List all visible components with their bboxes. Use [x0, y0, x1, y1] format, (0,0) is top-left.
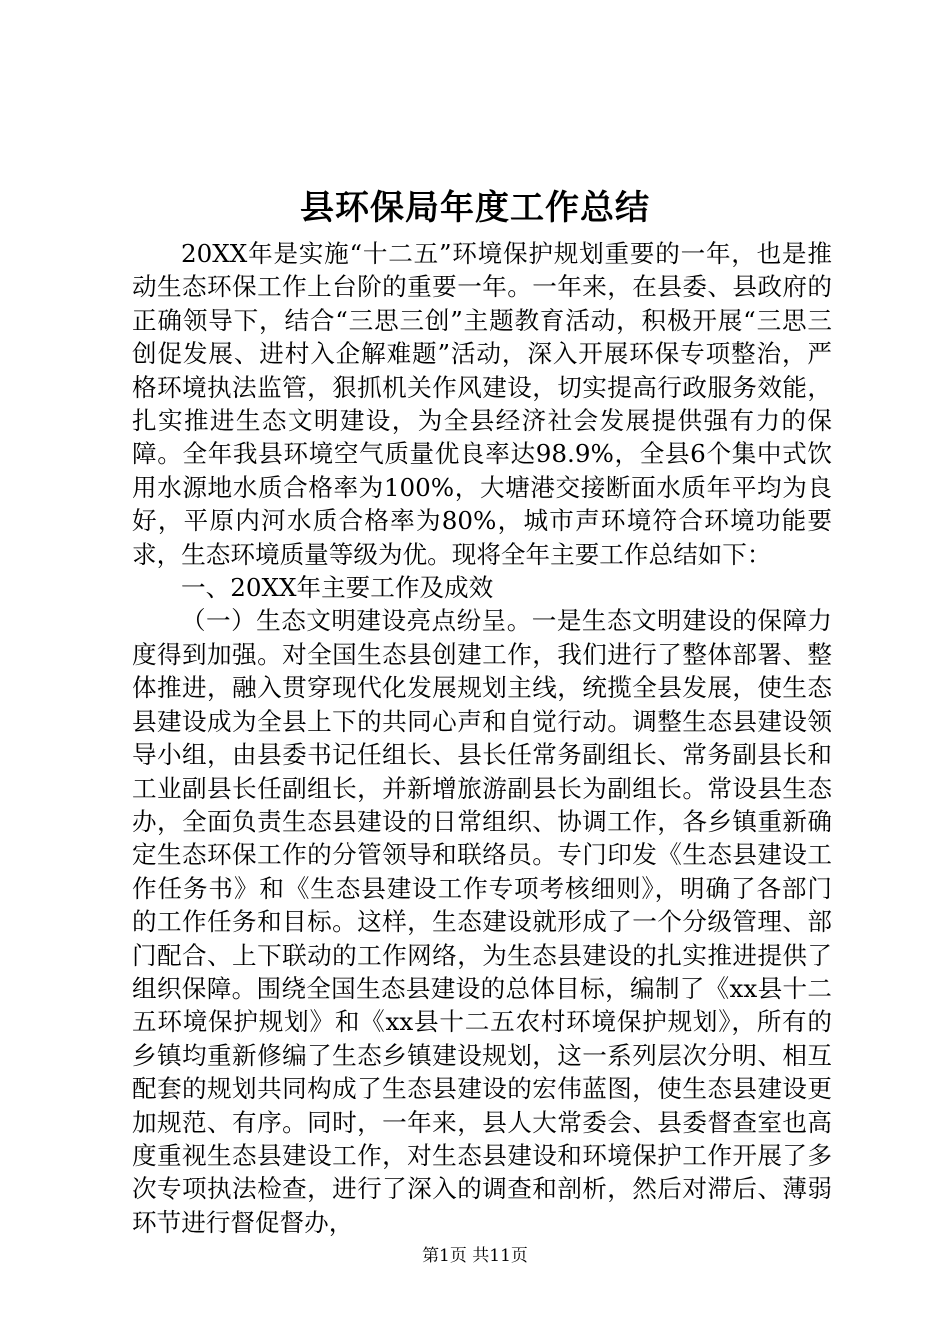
document-title: 县环保局年度工作总结 [300, 188, 650, 228]
page-number-footer: 第1页 共11页 [422, 1246, 528, 1266]
section-heading: 一、20XX年主要工作及成效 [181, 573, 494, 603]
section-paragraph: （一）生态文明建设亮点纷呈。一是生态文明建设的保障力度得到加强。对全国生态县创建工作，我们进行了整体部署、整体推进，融入贯穿现代化发展规划主线，统揽全县发展，使生态县建设成为全县上下的共同心声和自觉行动。调整生态县建设领导小组，由县委书记任组长、县长任常务副组长、常务副县长和工业副县长任副组长，并新增旅游副县长为副组长。常设县生态办，全面负责生态县建设的日常组织、协调工作，各乡镇重新确定生态环保工作的分管领导和联络员。专门印发《生态县建设工作任务书》和《生态县建设工作专项考核细则》，明确了各部门的工作任务和目标。这样，生态建设就形成了一个分级管理、部门配合、上下联动的工作网络，为生态县建设的扎实推进提供了组织保障。围绕全国生态县建设的总体目标，编制了《xx县十二五环境保护规划》和《xx县十二五农村环境保护规划》，所有的乡镇均重新修编了生态乡镇建设规划，这一系列层次分明、相互配套的规划共同构成了生态县建设的宏伟蓝图，使生态县建设更加规范、有序。同时，一年来，县人大常委会、县委督查室也高度重视生态县建设工作，对生态县建设和环境保护工作开展了多次专项执法检查，进行了深入的调查和剖析，然后对滞后、薄弱环节进行督促督办， [132, 606, 832, 1237]
intro-paragraph: 20XX年是实施“十二五”环境保护规划重要的一年，也是推动生态环保工作上台阶的重要一年。一年来，在县委、县政府的正确领导下，结合“三思三创”主题教育活动，积极开展“三思三创促发展、进村入企解难题”活动，深入开展环保专项整治，严格环境执法监管，狠抓机关作风建设，切实提高行政服务效能，扎实推进生态文明建设，为全县经济社会发展提供强有力的保障。全年我县环境空气质量优良率达98.9%，全县6个集中式饮用水源地水质合格率为100%，大塘港交接断面水质年平均为良好，平原内河水质合格率为80%，城市声环境符合环境功能要求，生态环境质量等级为优。现将全年主要工作总结如下： [132, 239, 832, 569]
document-body [132, 237, 832, 1239]
